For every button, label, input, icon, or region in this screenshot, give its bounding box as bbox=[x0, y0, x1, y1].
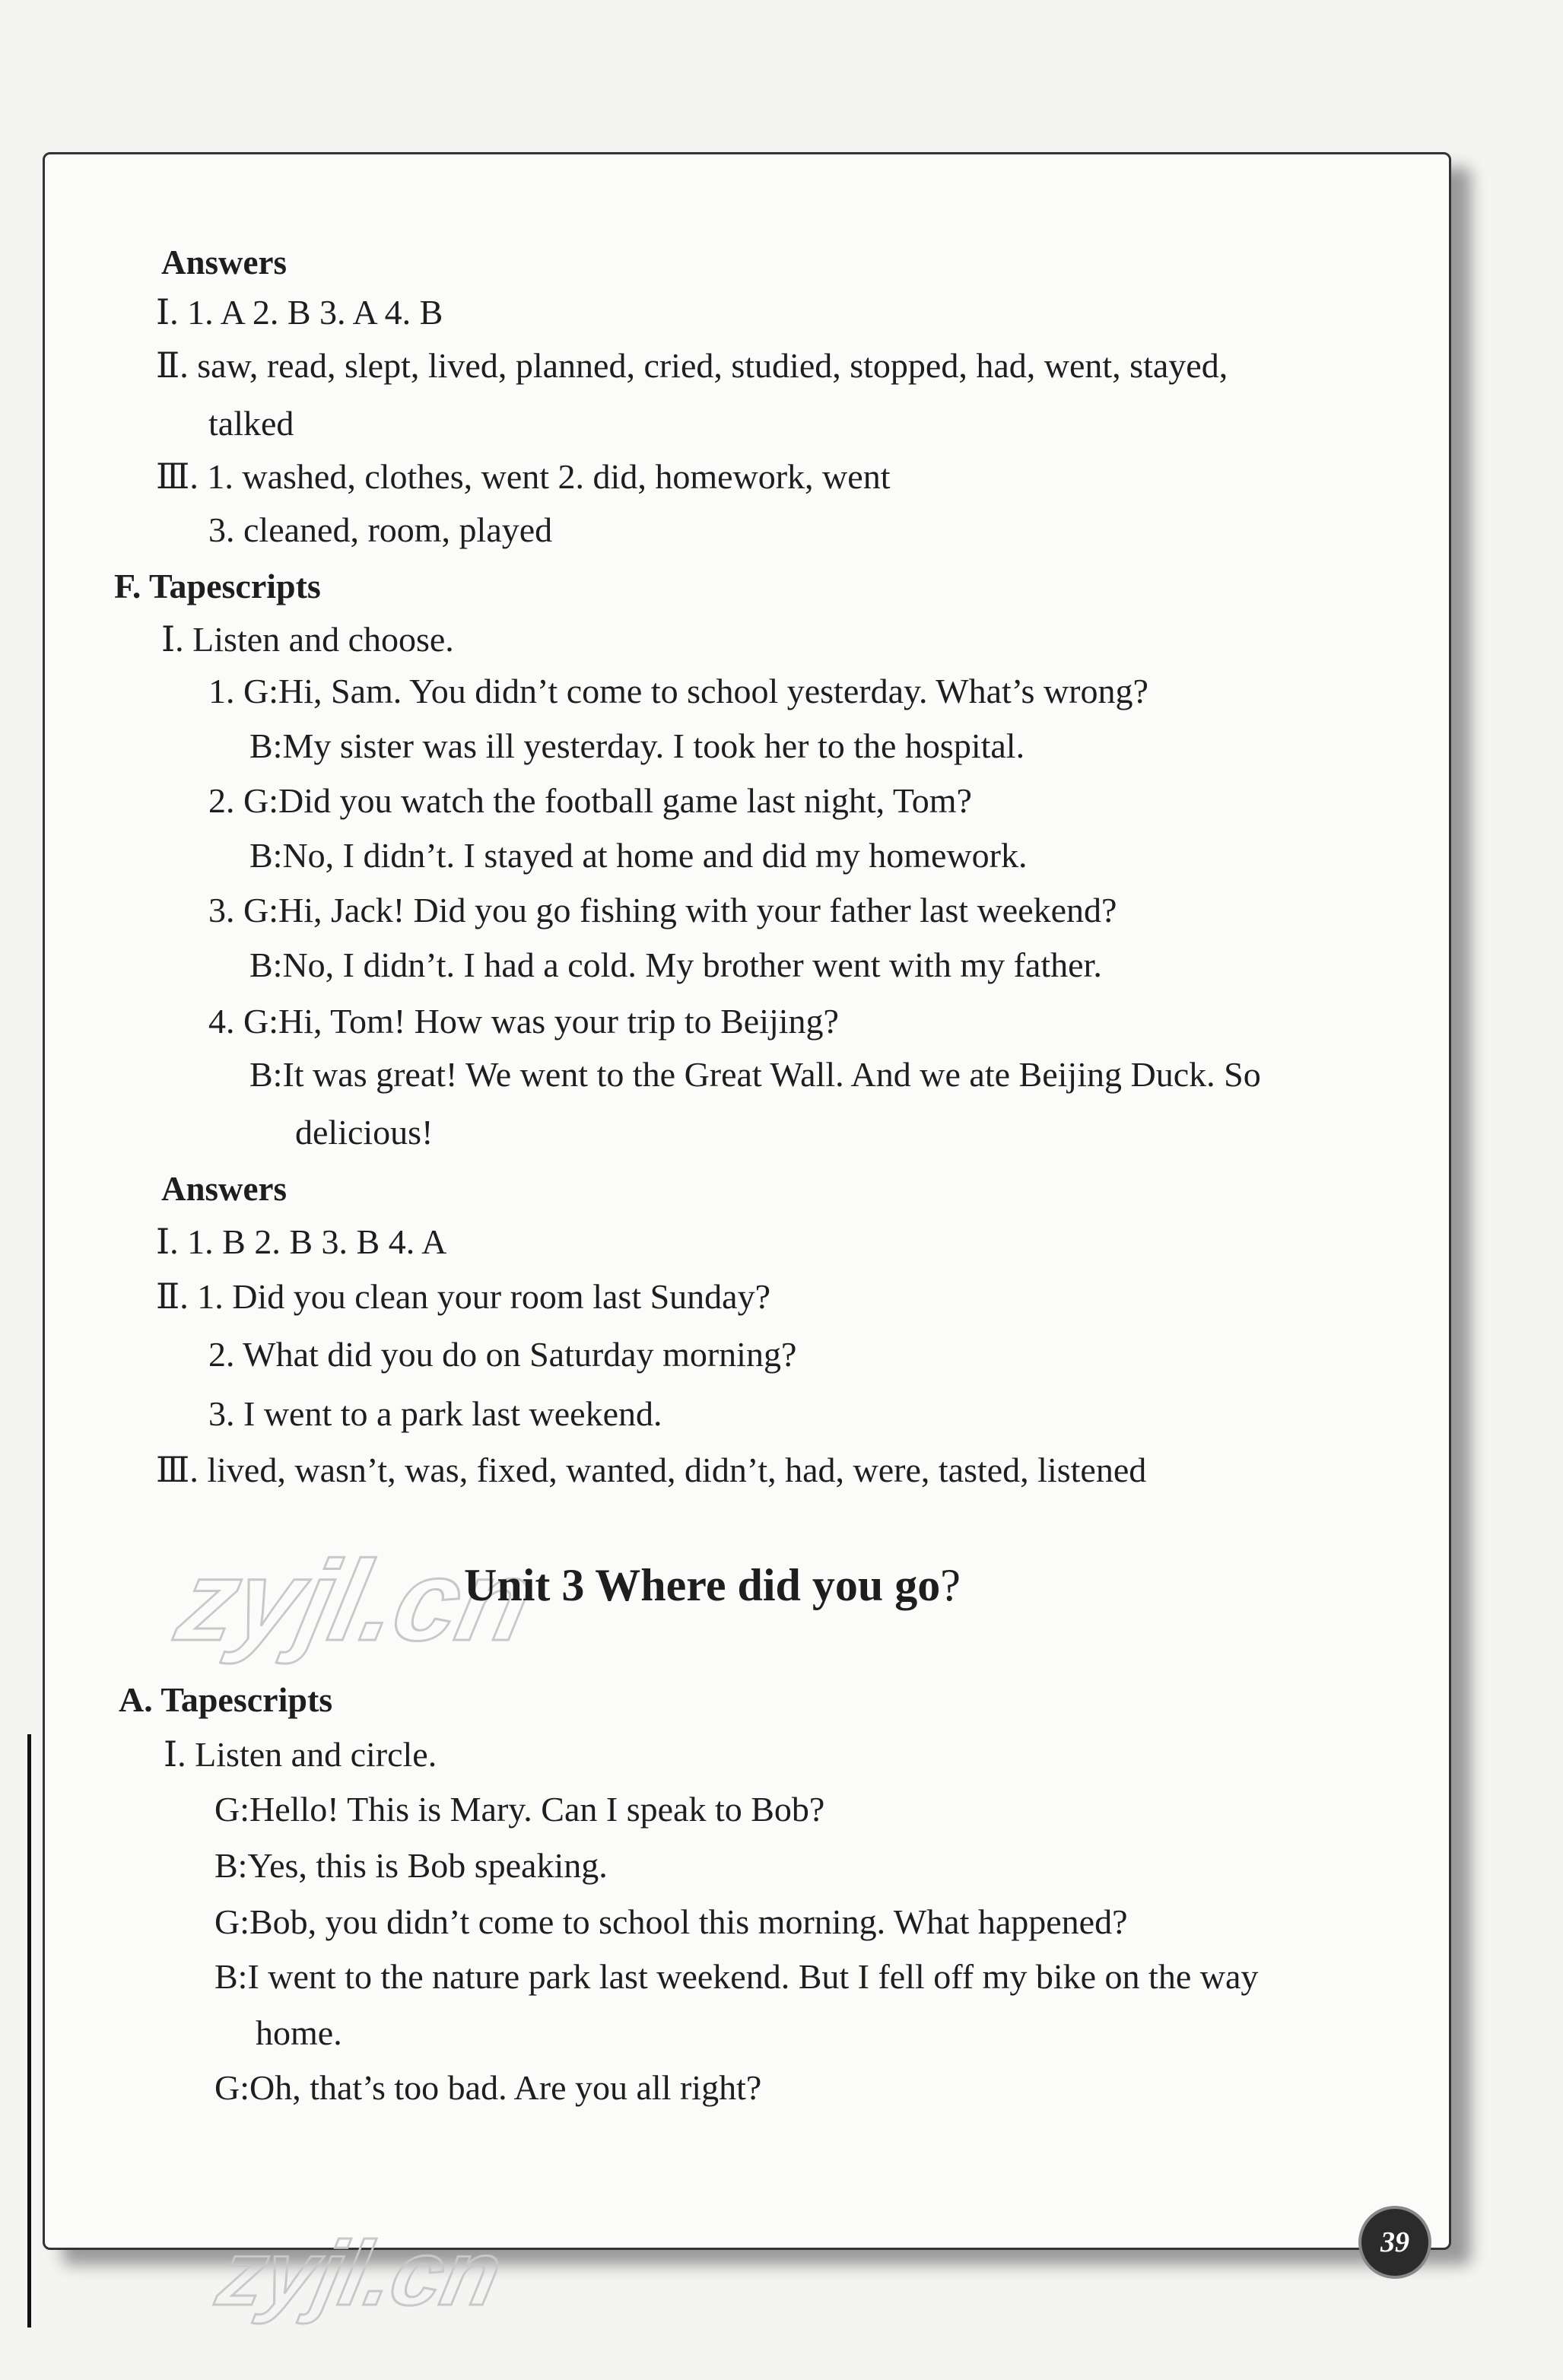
dialogue-line: 2. G:Did you watch the football game last night, Tom? bbox=[208, 781, 972, 820]
dialogue-line: 3. G:Hi, Jack! Did you go fishing with your father last weekend? bbox=[208, 891, 1117, 929]
dialogue-line: G:Hello! This is Mary. Can I speak to Bob? bbox=[214, 1790, 825, 1829]
dialogue-line: delicious! bbox=[295, 1113, 434, 1152]
answers-heading: Answers bbox=[161, 243, 287, 281]
answer-row-continued: talked bbox=[208, 404, 294, 443]
answer-row-continued: 3. I went to a park last weekend. bbox=[208, 1394, 662, 1433]
section-f-heading: F. Tapescripts bbox=[114, 567, 321, 605]
answer-row: Ⅱ. saw, read, slept, lived, planned, cried, studied, stopped, had, went, stayed, bbox=[156, 346, 1228, 385]
dialogue-line: 4. G:Hi, Tom! How was your trip to Beijing? bbox=[208, 1002, 839, 1041]
answer-row-continued: 2. What did you do on Saturday morning? bbox=[208, 1335, 797, 1374]
dialogue-line: B:Yes, this is Bob speaking. bbox=[214, 1846, 608, 1885]
watermark: zyjl.cn bbox=[167, 1536, 544, 1664]
part-instruction: Ⅰ. Listen and circle. bbox=[164, 1735, 437, 1774]
binding-edge bbox=[27, 1734, 31, 2328]
answers-heading: Answers bbox=[161, 1170, 287, 1208]
dialogue-line: B:No, I didn’t. I stayed at home and did my homework. bbox=[249, 836, 1028, 875]
dialogue-line: B:I went to the nature park last weekend. But I fell off my bike on the way bbox=[214, 1957, 1259, 1996]
answer-row: Ⅱ. 1. Did you clean your room last Sunday? bbox=[156, 1277, 771, 1316]
dialogue-line: B:My sister was ill yesterday. I took her to the hospital. bbox=[249, 726, 1025, 765]
dialogue-line: B:It was great! We went to the Great Wall. And we ate Beijing Duck. So bbox=[249, 1055, 1261, 1094]
answer-row-continued: 3. cleaned, room, played bbox=[208, 510, 553, 549]
part-instruction: Ⅰ. Listen and choose. bbox=[161, 620, 454, 659]
dialogue-line: 1. G:Hi, Sam. You didn’t come to school yesterday. What’s wrong? bbox=[208, 672, 1148, 710]
dialogue-line: B:No, I didn’t. I had a cold. My brother went with my father. bbox=[249, 945, 1102, 984]
answer-row: Ⅰ. 1. B 2. B 3. B 4. A bbox=[156, 1222, 447, 1261]
dialogue-line: G:Bob, you didn’t come to school this morning. What happened? bbox=[214, 1902, 1128, 1941]
watermark: zyjl.cn bbox=[209, 2223, 511, 2324]
dialogue-line: G:Oh, that’s too bad. Are you all right? bbox=[214, 2068, 762, 2107]
section-a-heading: A. Tapescripts bbox=[119, 1680, 333, 1719]
unit-title: Unit 3 Where did you go? bbox=[464, 1560, 961, 1610]
answer-row: Ⅰ. 1. A 2. B 3. A 4. B bbox=[156, 293, 443, 332]
answer-row: Ⅲ. lived, wasn’t, was, fixed, wanted, didn’t, had, were, tasted, listened bbox=[156, 1451, 1147, 1489]
dialogue-line: home. bbox=[256, 2013, 342, 2052]
page-number: 39 bbox=[1358, 2206, 1431, 2279]
answer-row: Ⅲ. 1. washed, clothes, went 2. did, homework, went bbox=[156, 457, 891, 496]
